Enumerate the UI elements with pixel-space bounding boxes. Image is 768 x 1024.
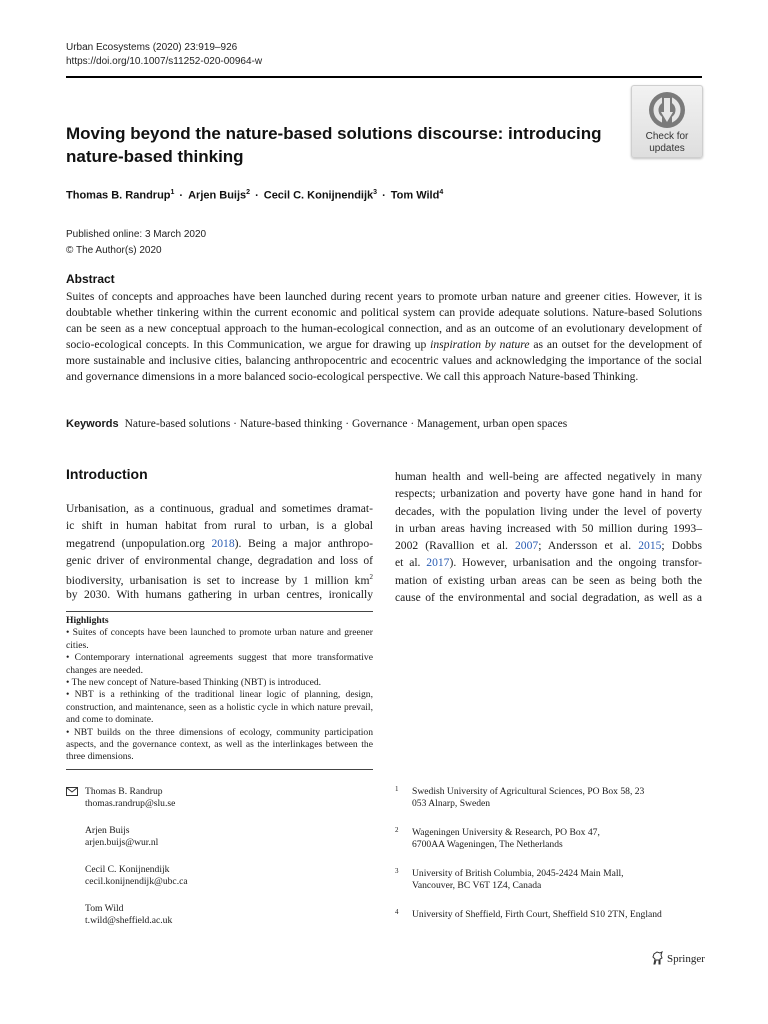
affiliation-line: University of Sheffield, Firth Court, Sheffield S10 2TN, England bbox=[412, 909, 662, 920]
affiliation-number: 1 bbox=[395, 785, 399, 793]
contact-email[interactable]: cecil.konijnendijk@ubc.ca bbox=[85, 876, 188, 887]
body-line: et al. 2017). However, urbanisation and the ongoing transfor- bbox=[395, 556, 702, 570]
keywords bbox=[66, 418, 567, 430]
highlights-heading: Highlights bbox=[66, 615, 109, 626]
contact-email[interactable]: thomas.randrup@slu.se bbox=[85, 798, 176, 809]
keywords-label: Keywords bbox=[66, 418, 119, 430]
body-line: biodiversity, urbanisation is set to increase by 1 million $km^2$ bbox=[66, 573, 373, 588]
contact-email[interactable]: t.wild@sheffield.ac.uk bbox=[85, 915, 173, 926]
affiliation-line: University of British Columbia, 2045-2424 Main Mall, bbox=[412, 868, 624, 879]
author-name[interactable]: Cecil C. Konijnendijk bbox=[263, 189, 374, 202]
highlights-box bbox=[66, 615, 373, 764]
author-name[interactable]: Thomas B. Randrup bbox=[66, 189, 171, 202]
abstract-text-part: as an outset for the development of more sustainable and inclusive cities, balancing anthropocentric and ecocentric values and acknowledging the importance of the social and governance dimensions in a more balanced socio-ecological perspective. We call this approach Nature-based Thinking. bbox=[66, 338, 702, 384]
abstract-text bbox=[66, 289, 702, 386]
author-name[interactable]: Arjen Buijs bbox=[188, 189, 247, 202]
publisher-logo bbox=[651, 951, 705, 965]
abstract-heading: Abstract bbox=[66, 272, 115, 286]
introduction-heading: Introduction bbox=[66, 466, 148, 482]
citation-link[interactable]: 2007 bbox=[515, 539, 539, 553]
body-line: cause of the environmental and social degradation, as well as a bbox=[395, 591, 702, 605]
citation-link[interactable]: 2017 bbox=[426, 556, 450, 570]
affiliation-number: 4 bbox=[395, 908, 399, 916]
journal-citation: Urban Ecosystems (2020) 23:919–926 bbox=[66, 42, 238, 53]
check-for-updates-badge[interactable] bbox=[631, 85, 703, 158]
affiliation-entry bbox=[395, 786, 715, 810]
introduction-left-column bbox=[66, 500, 373, 604]
body-line: ic shift in human habitat from rural to urban, is a global bbox=[66, 519, 373, 533]
affiliation-line: Vancouver, BC V6T 1Z4, Canada bbox=[412, 880, 542, 891]
highlight-item: • Contemporary international agreements suggest that more transformative changes are needed. bbox=[66, 652, 373, 676]
author-contacts bbox=[66, 786, 386, 942]
publication-info bbox=[66, 227, 206, 259]
abstract-emphasis: inspiration by nature bbox=[430, 338, 530, 352]
journal-header bbox=[66, 41, 262, 69]
contact-entry bbox=[66, 825, 386, 849]
affiliation-line: Swedish University of Agricultural Sciences, PO Box 58, 23 bbox=[412, 786, 645, 797]
highlight-item: • Suites of concepts have been launched to promote urban nature and greener cities. bbox=[66, 627, 373, 651]
crossmark-icon bbox=[647, 90, 687, 130]
body-line: decades, with the population living under the level of poverty bbox=[395, 504, 702, 518]
affiliation-line: 6700AA Wageningen, The Netherlands bbox=[412, 839, 563, 850]
contact-entry bbox=[66, 864, 386, 888]
body-line: in urban areas having increased with 50 million during 1993– bbox=[395, 521, 702, 535]
article-title: Moving beyond the nature-based solutions discourse: introducing nature-based thinking bbox=[66, 124, 602, 166]
author-name[interactable]: Tom Wild bbox=[390, 189, 440, 202]
author-affiliation-number: 3 bbox=[373, 189, 378, 196]
affiliation-number: 2 bbox=[395, 826, 399, 834]
affiliation-line: Wageningen University & Research, PO Box 47, bbox=[412, 827, 600, 838]
body-line: genic driver of environmental change, degradation and loss of bbox=[66, 553, 373, 567]
abstract-text-part: Suites of concepts and approaches have been launched during recent years to promote urban nature and greener cities. However, it is doubtable whether tinkering within the current economic and political system can provide adequate solutions. Nature-based Solutions can be seen as a new conceptual approach to the human-ecological connection, and as an outcome of an evolutionary development of socio-ecological concepts. In this Communication, we argue for drawing up bbox=[66, 290, 702, 352]
copyright-notice: © The Author(s) 2020 bbox=[66, 245, 162, 256]
affiliation-entry bbox=[395, 909, 715, 921]
body-line: 2002 (Ravallion et al. 2007; Andersson et al. 2015; Dobbs bbox=[395, 539, 702, 553]
affiliation-number: 3 bbox=[395, 867, 399, 875]
keywords-list: Nature-based solutions · Nature-based thinking · Governance · Management, urban open spaces bbox=[124, 418, 568, 430]
author-affiliation-number: 4 bbox=[439, 189, 444, 196]
publisher-name: Springer bbox=[667, 953, 705, 965]
highlight-item: • NBT is a rethinking of the traditional linear logic of planning, design, construction, and maintenance, seen as a holistic cycle in which nature prevail, and come to dominate. bbox=[66, 689, 373, 726]
contact-name: Thomas B. Randrup bbox=[85, 786, 163, 797]
envelope-icon bbox=[66, 787, 78, 796]
contact-name: Cecil C. Konijnendijk bbox=[85, 864, 170, 875]
introduction-right-column bbox=[395, 468, 702, 606]
body-line: respects; urbanization and poverty have gone hand in hand for bbox=[395, 487, 702, 501]
body-line: Urbanisation, as a continuous, gradual and sometimes dramat- bbox=[66, 502, 373, 515]
highlights-top-rule bbox=[66, 611, 373, 612]
highlight-item: • NBT builds on the three dimensions of ecology, community participation aspects, and the governance context, as well as the interlinkages between the three dimensions. bbox=[66, 726, 373, 763]
springer-horse-icon bbox=[651, 951, 664, 965]
highlights-bottom-rule bbox=[66, 769, 373, 770]
citation-link[interactable]: 2018 bbox=[211, 536, 235, 550]
affiliations bbox=[395, 786, 715, 938]
published-date: Published online: 3 March 2020 bbox=[66, 229, 207, 240]
affiliation-entry bbox=[395, 827, 715, 851]
doi-link[interactable]: https://doi.org/10.1007/s11252-020-00964-w bbox=[66, 56, 263, 67]
author-list: Thomas B. Randrup$^1$ · Arjen Buijs$^2$ · Cecil C. Konijnendijk$^3$ · Tom Wild$^4$ bbox=[66, 189, 444, 202]
affiliation-entry bbox=[395, 868, 715, 892]
author-affiliation-number: 2 bbox=[246, 189, 251, 196]
contact-name: Arjen Buijs bbox=[85, 825, 130, 836]
citation-link[interactable]: 2015 bbox=[638, 539, 662, 553]
header-rule bbox=[66, 76, 702, 78]
contact-entry bbox=[66, 903, 386, 927]
body-line: human health and well-being are affected negatively in many bbox=[395, 470, 702, 483]
body-line: mation of existing urban areas can be seen as being both the bbox=[395, 573, 702, 587]
author-affiliation-number: 1 bbox=[170, 189, 175, 196]
contact-name: Tom Wild bbox=[85, 903, 124, 914]
badge-line-2: updates bbox=[649, 143, 685, 154]
contact-entry bbox=[66, 786, 386, 810]
body-line: by 2030. With humans gathering in urban centres, ironically bbox=[66, 588, 373, 602]
badge-line-1: Check for bbox=[645, 131, 689, 142]
contact-email[interactable]: arjen.buijs@wur.nl bbox=[85, 837, 159, 848]
highlight-item: • The new concept of Nature-based Thinking (NBT) is introduced. bbox=[66, 677, 322, 689]
affiliation-line: 053 Alnarp, Sweden bbox=[412, 798, 491, 809]
body-line: megatrend (unpopulation.org 2018). Being a major anthropo- bbox=[66, 536, 374, 550]
